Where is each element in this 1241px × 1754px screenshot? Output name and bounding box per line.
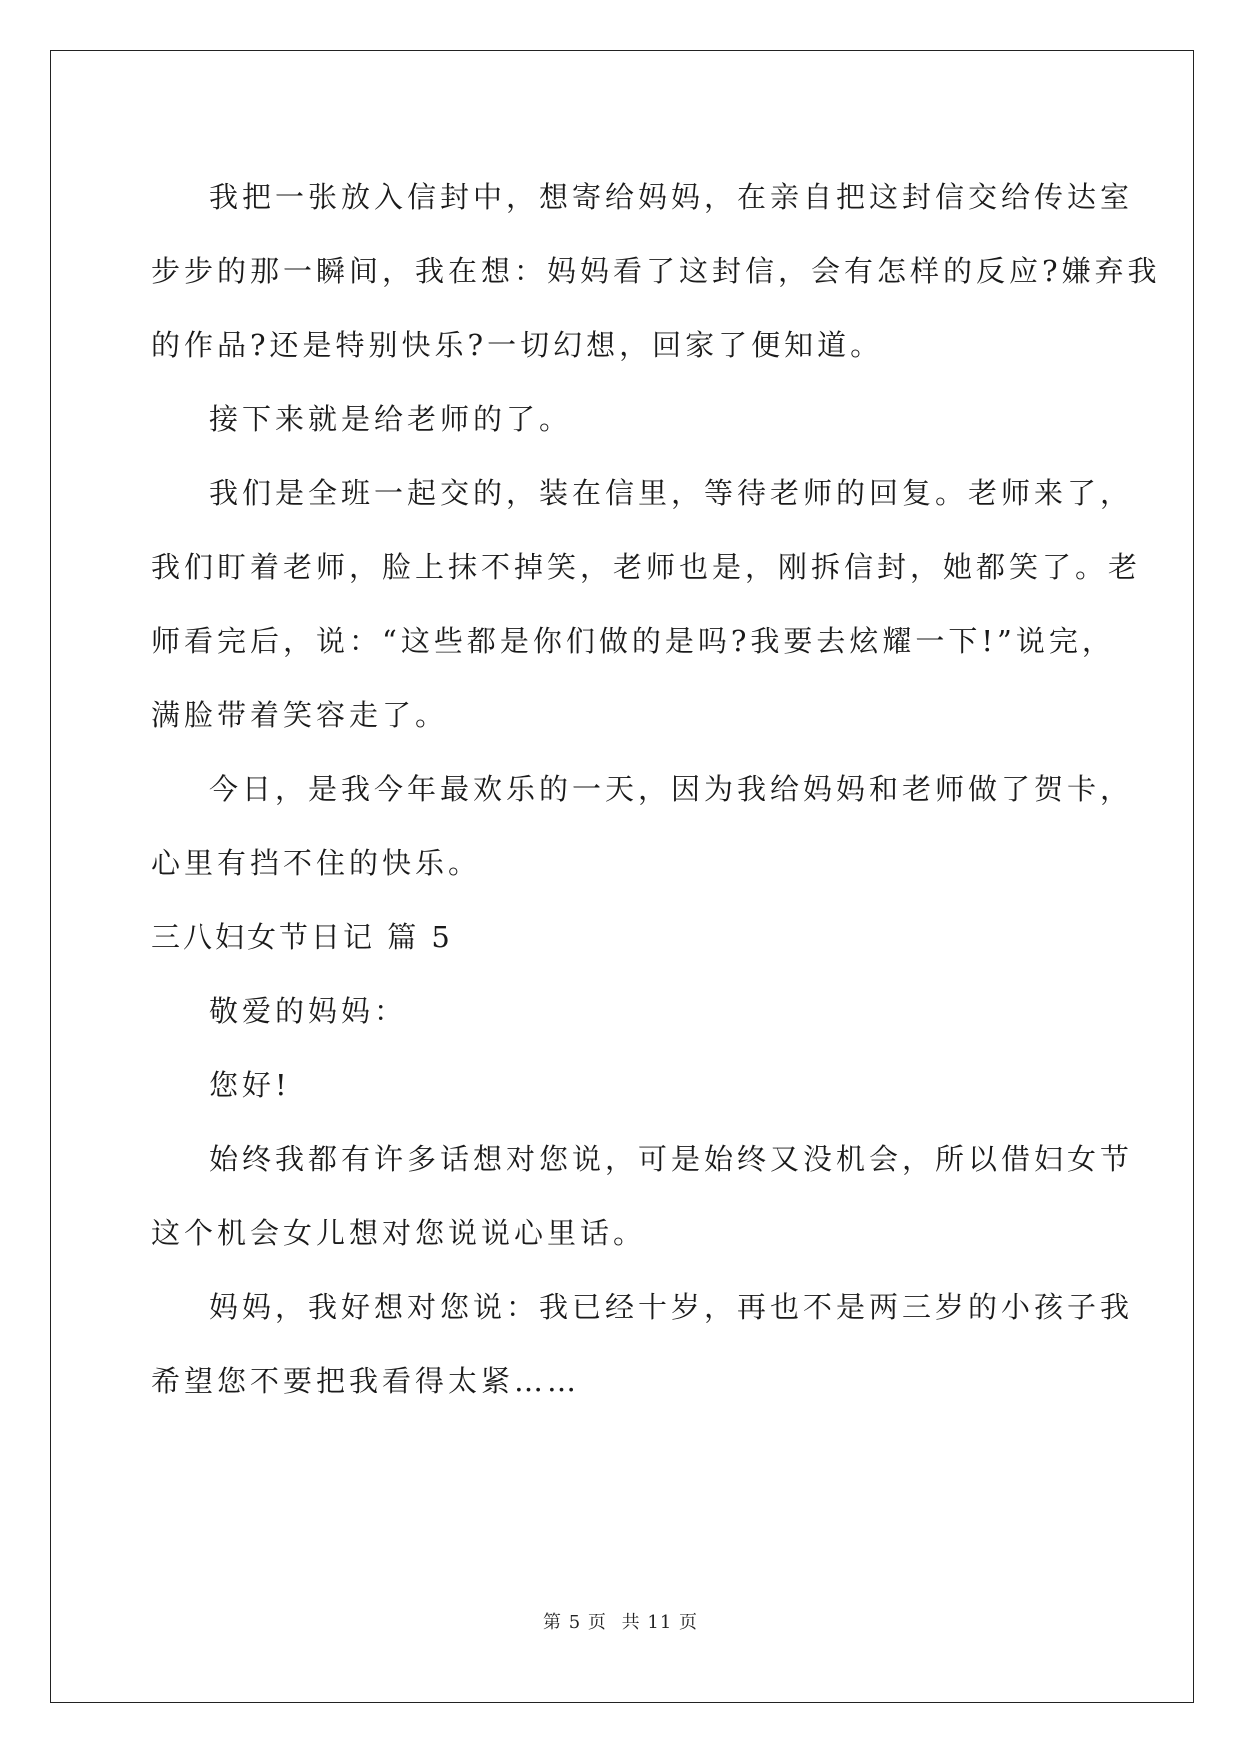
section-heading: 三八妇女节日记 篇 5: [151, 920, 453, 954]
page-number: 第 5 页: [543, 1612, 607, 1633]
paragraph-class-letter: [151, 456, 1142, 752]
paragraph-envelope: [151, 160, 1161, 382]
paragraph-happy-day: [151, 752, 1134, 900]
text-line: 今日，是我今年最欢乐的一天，因为我给妈妈和老师做了贺卡，: [209, 772, 1134, 806]
document-body: [151, 160, 1161, 1418]
text-line: 希望您不要把我看得太紧……: [151, 1364, 581, 1398]
text-line: 步步的那一瞬间，我在想：妈妈看了这封信，会有怎样的反应?嫌弃我: [151, 254, 1161, 288]
letter-paragraph-ten-years: [151, 1270, 1134, 1418]
paragraph-teacher-intro: [151, 382, 1085, 456]
page-footer: [0, 1608, 1241, 1634]
letter-paragraph-opportunity: [151, 1122, 1134, 1270]
text-line: 的作品?还是特别快乐?一切幻想，回家了便知道。: [151, 328, 884, 362]
text-line: 我把一张放入信封中，想寄给妈妈，在亲自把这封信交给传达室: [209, 180, 1134, 214]
text-line: 我们是全班一起交的，装在信里，等待老师的回复。老师来了，: [209, 476, 1134, 510]
letter-greeting: [151, 1048, 1085, 1122]
text-line: 心里有挡不住的快乐。: [151, 846, 482, 880]
text-line: 这个机会女儿想对您说说心里话。: [151, 1216, 647, 1250]
text-line: 接下来就是给老师的了。: [209, 402, 573, 436]
text-line: 师看完后，说：“这些都是你们做的是吗?我要去炫耀一下!”说完，: [151, 624, 1115, 658]
text-line: 妈妈，我好想对您说：我已经十岁，再也不是两三岁的小孩子我: [209, 1290, 1134, 1324]
text-line: 满脸带着笑容走了。: [151, 698, 449, 732]
text-line: 敬爱的妈妈：: [209, 994, 408, 1028]
letter-salutation: [151, 974, 1085, 1048]
text-line: 始终我都有许多话想对您说，可是始终又没机会，所以借妇女节: [209, 1142, 1134, 1176]
text-line: 您好!: [209, 1068, 291, 1102]
page-total: 共 11 页: [621, 1612, 698, 1633]
text-line: 我们盯着老师，脸上抹不掉笑，老师也是，刚拆信封，她都笑了。老: [151, 550, 1142, 584]
